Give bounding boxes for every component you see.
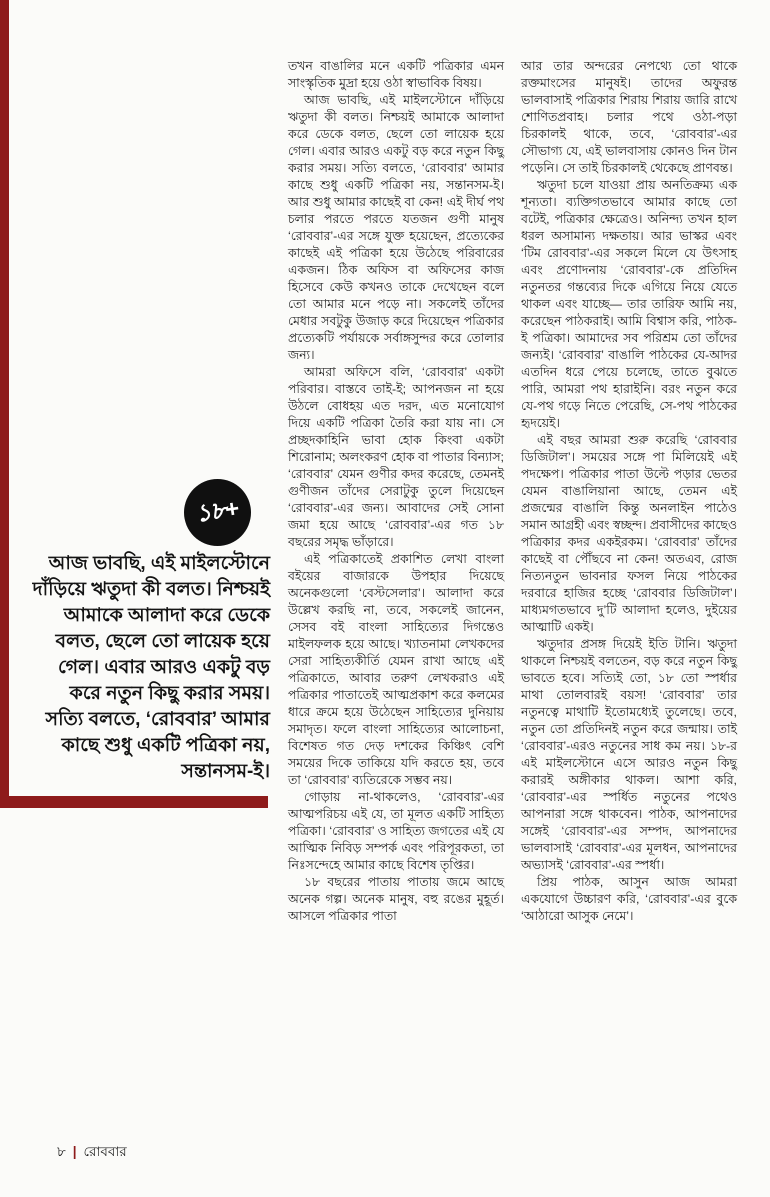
page-number: ৮ <box>57 1144 66 1159</box>
text-column-left <box>288 58 504 925</box>
anniversary-logo-text: ১৮+ <box>194 494 241 528</box>
paragraph: ১৮ বছরের পাতায় পাতায় জমে আছে অনেক গল্প। অনেক মানুষ, বহু রঙের মুহূর্ত। আসলে পত্রিকার পাতা <box>288 875 504 923</box>
paragraph: তখন বাঙালির মনে একটি পত্রিকার এমন সাংস্কৃতিক মুদ্রা হয়ে ওঠা স্বাভাবিক বিষয়। <box>288 59 504 90</box>
page-footer <box>57 1141 127 1164</box>
horizontal-accent-bar <box>0 796 268 808</box>
paragraph: ঋতুদা চলে যাওয়া প্রায় অনতিক্রম্য এক শূন্যতা। ব্যক্তিগতভাবে আমার কাছে তো বটেই, পত্রিকার ক্ষেত্রেও। অনিন্দ্য তখন হাল ধরল অসামান্য দক্ষতায়। আর ভাস্কর এবং ‘টিম রোববার’-এর সকলে মিলে যে উৎসাহ এবং প্রণোদনায় ‘রোববার’-কে প্রতিদিন নতুনতর গন্তব্যের দিকে এগিয়ে নিয়ে যেতে থাকল এবং যাচ্ছে— তার তারিফ আমি নয়, করেছেন পাঠকরাই। আমি বিশ্বাস করি, পাঠক-ই পত্রিকা। আমাদের সব পরিশ্রম তো তাঁদের জন্যই। ‘রোববার’ বাঙালি পাঠকের যে-আদর এতদিন ধরে পেয়ে চলেছে, তাতে বুঝতে পারি, আমরা পথ হারাইনি। বরং নতুন করে যে-পথ গড়ে নিতে পেরেছি, সে-পথ পাঠকের হৃদয়েই। <box>521 178 737 430</box>
paragraph: গোড়ায় না-থাকলেও, ‘রোববার’-এর আত্মপরিচয় এই যে, তা মূলত একটি সাহিত্য পত্রিকা। ‘রোববার’ ও সাহিত্য জগতের এই যে আত্মিক নিবিড় সম্পর্ক এবং পরিপূরকতা, তা নিঃসন্দেহে আমার কাছে বিশেষ তৃপ্তির। <box>288 790 504 872</box>
paragraph: ঋতুদার প্রসঙ্গ দিয়েই ইতি টানি। ঋতুদা থাকলে নিশ্চয়ই বলতেন, বড় করে নতুন কিছু ভাবতে হবে। সত্যিই তো, ১৮ তো স্পর্ধার মাথা তোলবারই বয়স! ‘রোববার’ তার নতুনত্বে মাথাটি ইতোমধ্যেই তুলেছে। তবে, নতুন তো প্রতিদিনই নতুন করে জন্মায়। তাই ‘রোববার’-এরও নতুনের সাধ কম নয়। ১৮-র এই মাইলস্টোনে এসে আরও নতুন কিছু করারই অঙ্গীকার থাকল। আশা করি, ‘রোববার’-এর স্পর্ধিত নতুনের পথেও আপনারা সঙ্গে থাকবেন। পাঠক, আপনাদের সঙ্গেই ‘রোববার’-এর সম্পদ, আপনাদের ভালবাসাই ‘রোববার’-এর মূলধন, আপনাদের অভ্যাসই ‘রোববার’-এর স্পর্ধা। <box>521 637 737 872</box>
footer-separator: | <box>72 1144 77 1159</box>
paragraph: প্রিয় পাঠক, আসুন আজ আমরা একযোগে উচ্চারণ করি, ‘রোববার’-এর বুকে ‘আঠারো আসুক নেমে’। <box>521 875 737 923</box>
magazine-title: রোববার <box>83 1144 127 1159</box>
text-column-right <box>521 58 737 925</box>
anniversary-logo <box>184 479 251 546</box>
paragraph: এই পত্রিকাতেই প্রকাশিত লেখা বাংলা বইয়ের বাজারকে উপহার দিয়েছে অনেকগুলো ‘বেস্টসেলার’। আলাদা করে উল্লেখ করছি না, তবে, সকলেই জানেন, সেসব বই বাংলা সাহিত্যের দিগন্তেও মাইলফলক হয়ে আছে। খ্যাতনামা লেখকদের সেরা সাহিত্যকীর্তি যেমন রাখা আছে এই পত্রিকাতে, আবার তরুণ লেখকরাও এই পত্রিকার পাতাতেই আত্মপ্রকাশ করে কলমের ধারে ক্রমে হয়ে উঠেছেন সাহিত্যের দুনিয়ায় সমাদৃত। ফলে বাংলা সাহিত্যের আলোচনা, বিশেষত গত দেড় দশকের কিঞ্চিৎ বেশি সময়ের দিকে তাকিয়ে যদি করতে হয়, তবে তা ‘রোববার’ ব্যতিরেকে সম্ভব নয়। <box>288 552 504 787</box>
paragraph: আজ ভাবছি, এই মাইলস্টোনে দাঁড়িয়ে ঋতুদা কী বলত। নিশ্চয়ই আমাকে আলাদা করে ডেকে বলত, ছেলে তো লায়েক হয়ে গেল। এবার আরও একটু বড় করে নতুন কিছু করার সময়। সত্যি বলতে, ‘রোববার’ আমার কাছে শুধু একটি পত্রিকা নয়, সন্তানসম-ই। আর শুধু আমার কাছেই বা কেন! এই দীর্ঘ পথ চলার পরতে পরতে যতজন গুণী মানুষ ‘রোববার’-এর সঙ্গে যুক্ত হয়েছেন, প্রত্যেকের কাছেই এই পত্রিকা হয়ে উঠেছে পরিবারের একজন। ঠিক অফিস বা অফিসের কাজ হিসেবে কেউ কখনও তাকে দেখেছেন বলে তো আমার মনে পড়ে না। সকলেই তাঁদের মেধার সবটুকু উজাড় করে দিয়েছেন পত্রিকার প্রত্যেকটি পর্যায়কে সর্বাঙ্গসুন্দর করে তোলার জন্য। <box>288 93 504 362</box>
paragraph: আর তার অন্দরের নেপথ্যে তো থাকে রক্তমাংসের মানুষই। তাদের অফুরন্ত ভালবাসাই পত্রিকার শিরায় শিরায় জারি রাখে শোণিতপ্রবাহ। চলার পথে ওঠা-পড়া চিরকালই থাকে, তবে, ‘রোববার’-এর সৌভাগ্য যে, এই ভালবাসায় কোনও দিন টান পড়েনি। সে তাই চিরকালই থেকেছে প্রাণবন্ত। <box>521 59 737 175</box>
paragraph: এই বছর আমরা শুরু করেছি ‘রোববার ডিজিটাল’। সময়ের সঙ্গে পা মিলিয়েই এই পদক্ষেপ। পত্রিকার পাতা উল্টে পড়ার ভেতর যেমন বাঙালিয়ানা আছে, তেমন এই প্রজন্মের বাঙালি কিন্তু অনলাইন পাঠেও সমান আগ্রহী এবং স্বচ্ছন্দ। প্রবাসীদের কাছেও পত্রিকার কদর একইরকম। ‘রোববার’ তাঁদের কাছেই বা পৌঁছবে না কেন! অতএব, রোজ নিত্যনতুন ভাবনার ফসল নিয়ে পাঠকের দরবারে হাজির হচ্ছে ‘রোববার ডিজিটাল’। মাধ্যমগতভাবে দু’টি আলাদা হলেও, দুইয়ের আত্মাটি একই। <box>521 433 737 634</box>
left-accent-bar <box>0 0 9 808</box>
paragraph: আমরা অফিসে বলি, ‘রোববার’ একটা পরিবার। বাস্তবে তাই-ই; আপনজন না হয়ে উঠলে বোধহয় এত দরদ, এত মনোযোগ দিয়ে একটি পত্রিকা তৈরি করা যায় না। সে প্রচ্ছদকাহিনি ভাবা হোক কিংবা একটা শিরোনাম; অলংকরণ হোক বা পাতার বিন্যাস; ‘রোববার’ যেমন গুণীর কদর করেছে, তেমনই গুণীজন তাঁদের সেরাটুকু তুলে দিয়েছেন ‘রোববার’-এর জন্য। আবাদের সেই সোনা জমা হয়ে আছে ‘রোববার’-এর গত ১৮ বছরের সমৃদ্ধ ভাঁড়ারে। <box>288 365 504 549</box>
pull-quote: আজ ভাবছি, এই মাইলস্টোনে দাঁড়িয়ে ঋতুদা কী বলত। নিশ্চয়ই আমাকে আলাদা করে ডেকে বলত, ছেলে তো লায়েক হয়ে গেল। এবার আরও একটু বড় করে নতুন কিছু করার সময়। সত্যি বলতে, ‘রোববার’ আমার কাছে শুধু একটি পত্রিকা নয়, সন্তানসম-ই। <box>32 553 270 782</box>
